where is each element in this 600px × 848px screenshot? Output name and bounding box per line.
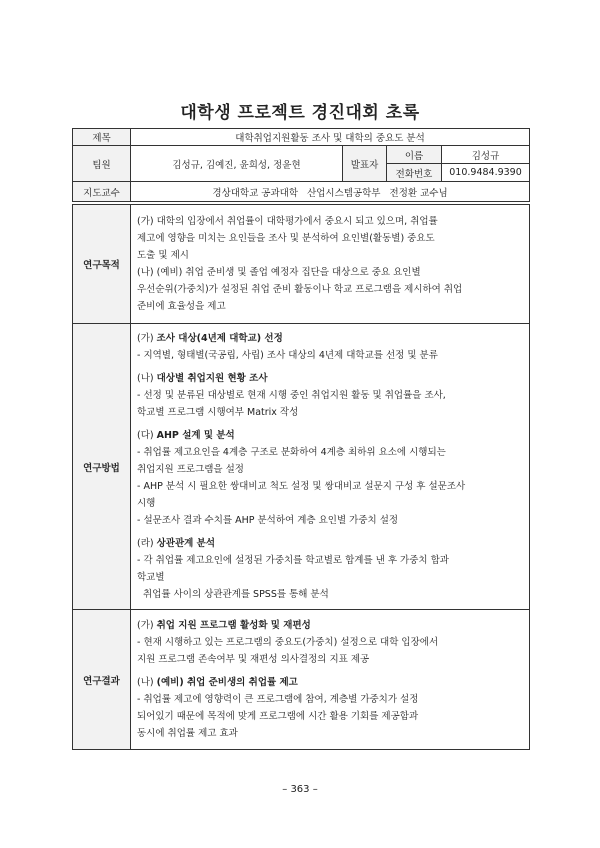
result-line: - 취업률 제고에 영향력이 큰 프로그램에 참여, 계층별 가중치가 설정: [137, 694, 419, 705]
method-line: - 선정 및 분류된 대상별로 현재 시행 중인 취업지원 활동 및 취업률을 조사,: [137, 390, 446, 401]
purpose-line: 우선순위(가중치)가 설정된 취업 준비 활동이나 학교 프로그램을 제시하여 취업: [137, 284, 463, 295]
result-line: 되어있기 때문에 목적에 맞게 프로그램에 시간 활용 기회를 제공함과: [137, 711, 419, 722]
method-body: [131, 324, 530, 610]
phone-value: 010.9484.9390: [442, 164, 530, 182]
phone-label: 전화번호: [387, 164, 442, 182]
name-value: 김성규: [442, 146, 530, 164]
abstract-table: [72, 204, 530, 750]
result-line: 지원 프로그램 존속여부 및 재편성 의사결정의 지표 제공: [137, 654, 370, 665]
method-line: 취업률 사이의 상관관계를 SPSS를 통해 분석: [137, 589, 329, 600]
method-line: 시행: [137, 498, 156, 509]
method-line: - AHP 분석 시 필요한 쌍대비교 척도 설정 및 쌍대비교 설문지 구성 후 설문조사: [137, 481, 466, 492]
advisor-label: 지도교수: [73, 182, 131, 202]
method-line: 학교별 프로그램 시행여부 Matrix 작성: [137, 407, 299, 418]
purpose-line: 도출 및 제시: [137, 250, 189, 261]
page-title: 대학생 프로젝트 경진대회 초록: [180, 103, 420, 123]
method-label: 연구방법: [73, 324, 131, 610]
team-label: 팀원: [73, 146, 131, 182]
result-label: 연구결과: [73, 610, 131, 750]
subject-value: 대학취업지원활동 조사 및 대학의 중요도 분석: [131, 129, 530, 146]
method-group-heading: (나) 대상별 취업지원 현황 조사: [137, 373, 268, 384]
method-line: - 설문조사 결과 수치를 AHP 분석하여 계층 요인별 가중치 설정: [137, 515, 399, 526]
subject-label: 제목: [73, 129, 131, 146]
advisor-value: 경상대학교 공과대학 산업시스템공학부 전정환 교수님: [131, 182, 530, 202]
info-table: [72, 128, 530, 202]
presenter-label: 발표자: [343, 146, 387, 182]
purpose-label: 연구목적: [73, 205, 131, 324]
result-line: 동시에 취업률 제고 효과: [137, 728, 238, 739]
name-label: 이름: [387, 146, 442, 164]
result-group-heading: (가) 취업 지원 프로그램 활성화 및 재편성: [137, 620, 311, 631]
method-group-heading: (라) 상관관계 분석: [137, 538, 215, 549]
purpose-line: (나) (예비) 취업 준비생 및 졸업 예정자 집단을 대상으로 중요 요인별: [137, 267, 421, 278]
purpose-line: 제고에 영향을 미치는 요인들을 조사 및 분석하여 요인별(활동별) 중요도: [137, 233, 435, 244]
method-group-heading: (가) 조사 대상(4년제 대학교) 선정: [137, 333, 283, 344]
method-line: 취업지원 프로그램을 설정: [137, 464, 244, 475]
method-line: 학교별: [137, 572, 165, 583]
result-line: - 현재 시행하고 있는 프로그램의 중요도(가중치) 설정으로 대학 입장에서: [137, 637, 439, 648]
method-line: - 취업률 제고요인을 4계층 구조로 분화하여 4계층 최하위 요소에 시행되는: [137, 447, 446, 458]
page-number: – 363 –: [282, 784, 318, 795]
team-value: 김성규, 김예진, 윤희성, 정윤현: [131, 146, 343, 182]
result-group-heading: (나) (예비) 취업 준비생의 취업률 제고: [137, 677, 298, 688]
purpose-body: [131, 205, 530, 324]
purpose-line: (가) 대학의 입장에서 취업률이 대학평가에서 중요시 되고 있으며, 취업률: [137, 216, 438, 227]
purpose-line: 준비에 효율성을 제고: [137, 301, 226, 312]
result-body: [131, 610, 530, 750]
method-line: - 각 취업률 제고요인에 설정된 가중치를 학교별로 합계를 낸 후 가중치 합과: [137, 555, 449, 566]
method-group-heading: (다) AHP 설계 및 분석: [137, 430, 235, 441]
method-line: - 지역별, 형태별(국공립, 사립) 조사 대상의 4년제 대학교를 선정 및 분류: [137, 350, 438, 361]
